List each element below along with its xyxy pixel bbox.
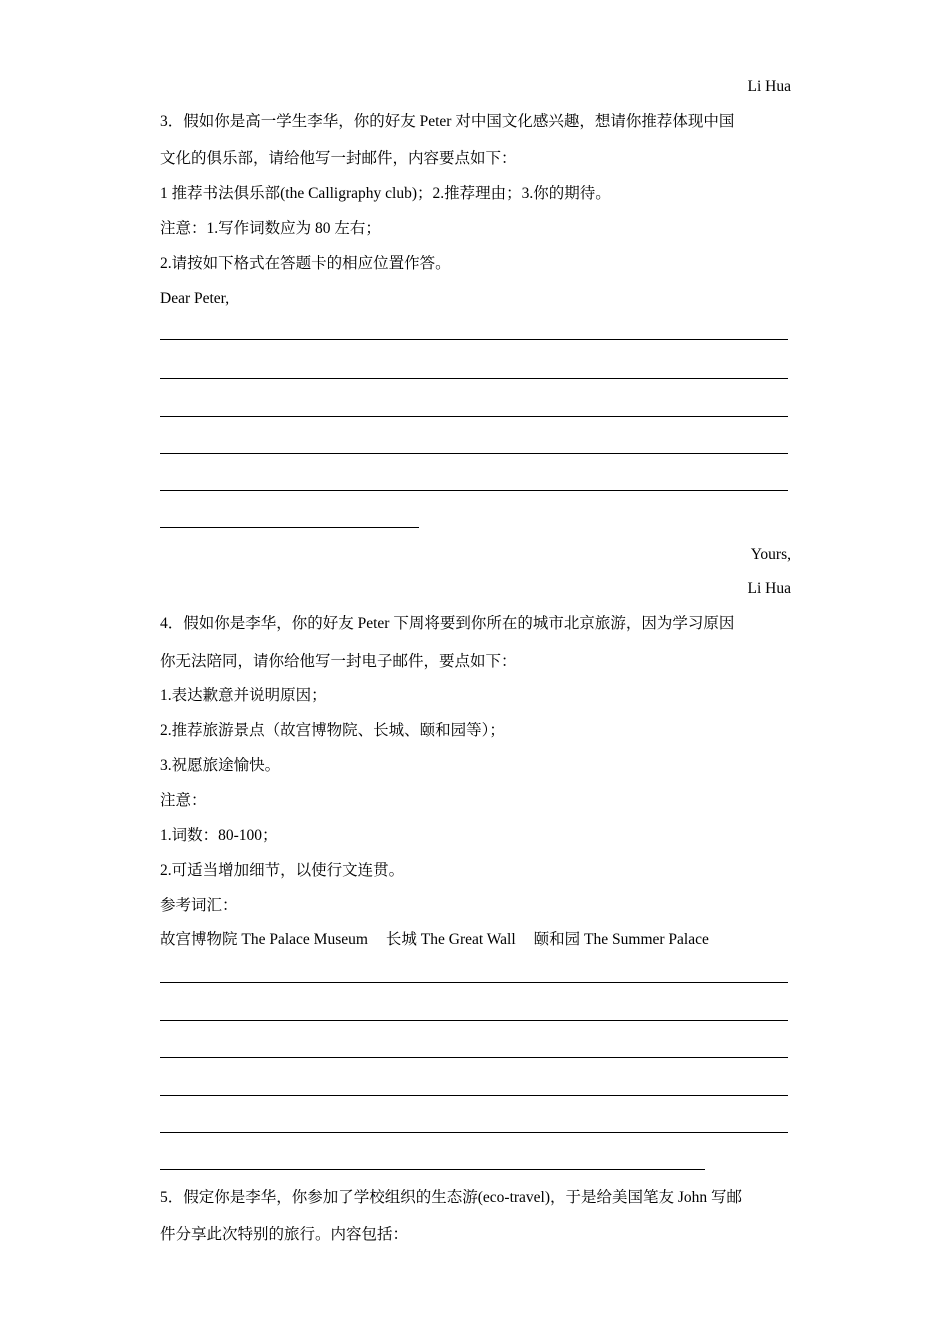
q3-answer-line (160, 490, 788, 491)
q4-point2: 2.推荐旅游景点（故宫博物院、长城、颐和园等）； (160, 722, 505, 739)
q4-prompt-line2: 你无法陪同，请你给他写一封电子邮件，要点如下： (160, 653, 517, 670)
q4-note-label: 注意： (160, 792, 207, 809)
q4-vocab-row (160, 930, 709, 950)
q3-answer-line (160, 378, 788, 379)
q3-signature: Li Hua (747, 580, 791, 597)
q4-note1: 1.词数：80-100； (160, 827, 278, 844)
q3-greeting: Dear Peter, (160, 290, 230, 307)
q3-answer-line (160, 416, 788, 417)
q4-answer-line (160, 982, 788, 983)
q4-vocab-label: 参考词汇： (160, 897, 238, 914)
q3-note1: 注意：1.写作词数应为 80 左右； (160, 220, 381, 237)
q4-vocab-great-wall: 长城 The Great Wall (385, 931, 516, 948)
q3-answer-line (160, 339, 788, 340)
q4-vocab-palace: 故宫博物院 The Palace Museum (160, 931, 368, 948)
q4-answer-line (160, 1057, 788, 1058)
q4-vocab-summer-palace: 颐和园 The Summer Palace (533, 931, 709, 948)
q3-answer-line (160, 453, 788, 454)
q3-points: 1 推荐书法俱乐部(the Calligraphy club)；2.推荐理由；3.你的期待。 (160, 185, 611, 202)
q3-prompt-line1: 3．假如你是高一学生李华，你的好友 Peter 对中国文化感兴趣，想请你推荐体现中国 (160, 113, 735, 130)
q5-prompt-line1: 5．假定你是李华，你参加了学校组织的生态游(eco-travel)，于是给美国笔友 John 写邮 (160, 1189, 743, 1206)
q5-prompt-line2: 件分享此次特别的旅行。内容包括： (160, 1226, 409, 1243)
q3-note2: 2.请按如下格式在答题卡的相应位置作答。 (160, 255, 451, 272)
q4-note2: 2.可适当增加细节，以使行文连贯。 (160, 862, 405, 879)
q3-closing: Yours, (750, 546, 791, 563)
q4-answer-line (160, 1132, 788, 1133)
q4-point1: 1.表达歉意并说明原因； (160, 687, 327, 704)
q4-answer-line (160, 1095, 788, 1096)
q3-top-signature: Li Hua (747, 78, 791, 95)
q4-point3: 3.祝愿旅途愉快。 (160, 757, 281, 774)
q4-answer-line (160, 1169, 705, 1170)
q3-answer-line (160, 527, 419, 528)
q4-prompt-line1: 4．假如你是李华，你的好友 Peter 下周将要到你所在的城市北京旅游，因为学习原因 (160, 615, 735, 632)
q3-prompt-line2: 文化的俱乐部，请给他写一封邮件，内容要点如下： (160, 150, 517, 167)
q4-answer-line (160, 1020, 788, 1021)
